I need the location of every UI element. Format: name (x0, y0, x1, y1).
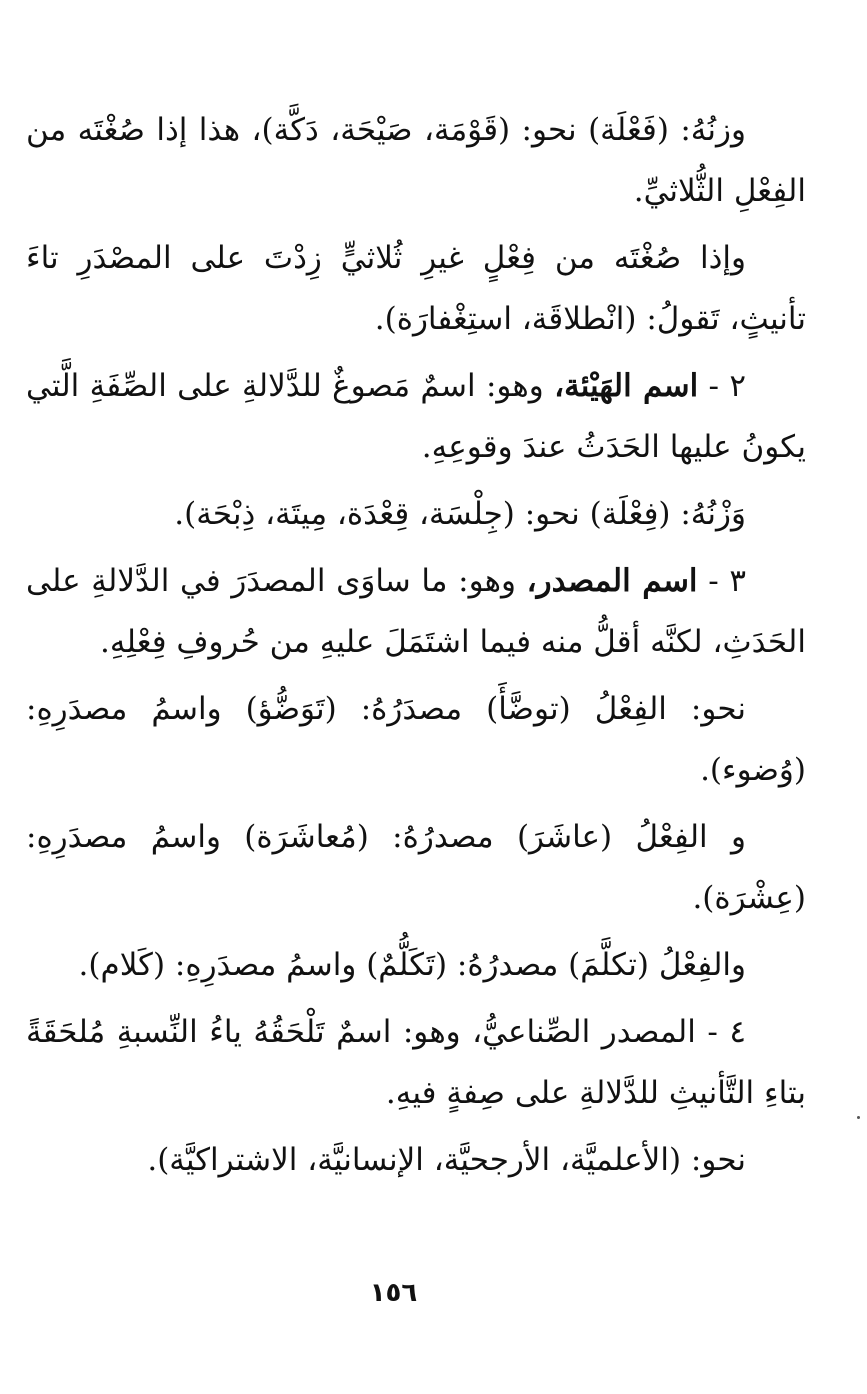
paragraph-text: ٤ - المصدر الصِّناعيُّ، وهو: اسمٌ تَلْحَقُهُ ياءُ النِّسبةِ مُلحَقَةً بتاءِ التَّأنيثِ للدَّلالةِ على صِفةٍ فيهِ. (26, 1014, 806, 1111)
paragraph-non-trilateral (26, 228, 806, 350)
paragraph-text: وزنُهُ: (فَعْلَة) نحو: (قَوْمَة، صَيْحَة، دَكَّة)، هذا إذا صُغْتَه من الفِعْلِ الثُّلاثيِّ. (26, 112, 806, 209)
margin-speck (857, 1116, 860, 1119)
paragraph-text: وإذا صُغْتَه من فِعْلٍ غيرِ ثُلاثيٍّ زِدْتَ على المصْدَرِ تاءَ تأنيثٍ، تَقولُ: (انْطلاقَة، استِغْفارَة). (26, 240, 806, 337)
item-number: ٣ - (697, 563, 746, 599)
paragraph-text: والفِعْلُ (تكلَّمَ) مصدرُهُ: (تَكَلُّمٌ) واسمُ مصدَرِهِ: (كَلام). (78, 947, 746, 983)
body-text (26, 100, 806, 1197)
paragraph-example-tawadda (26, 679, 806, 801)
item-number: ٢ - (698, 368, 747, 404)
paragraph-ism-alhay2a (26, 356, 806, 478)
term-heading: اسم الهَيْئة، (554, 368, 699, 404)
paragraph-example-takallama (26, 935, 806, 996)
paragraph-text: و الفِعْلُ (عاشَرَ) مصدرُهُ: (مُعاشَرَة) واسمُ مصدَرِهِ: (عِشْرَة). (26, 819, 806, 916)
paragraph-text: وهو: اسمٌ مَصوغٌ للدَّلالةِ على الصِّفَةِ الَّتي يكونُ عليها الحَدَثُ عندَ وقوعِهِ. (26, 368, 806, 465)
paragraph-example-sina3i (26, 1130, 806, 1191)
paragraph-text: وَزْنُهُ: (فِعْلَة) نحو: (جِلْسَة، قِعْدَة، مِيتَة، ذِبْحَة). (174, 496, 746, 532)
term-heading: اسم المصدر، (526, 563, 698, 599)
paragraph-weight-fi3la (26, 484, 806, 545)
paragraph-example-ashara (26, 807, 806, 929)
paragraph-text: نحو: الفِعْلُ (توضَّأَ) مصدَرُهُ: (تَوَضُّؤ) واسمُ مصدَرِهِ: (وُضوء). (26, 691, 806, 788)
paragraph-text: نحو: (الأعلميَّة، الأرجحيَّة، الإنسانيَّة، الاشتراكيَّة). (147, 1142, 746, 1178)
paragraph-masdar-sina3i (26, 1002, 806, 1124)
paragraph-weight-fa3la (26, 100, 806, 222)
paragraph-ism-almasdar (26, 551, 806, 673)
page-number: ١٥٦ (369, 1278, 418, 1308)
paragraph-text: وهو: ما ساوَى المصدَرَ في الدَّلالةِ على الحَدَثِ، لكنَّه أقلُّ منه فيما اشتَمَلَ عليهِ من حُروفِ فِعْلِهِ. (26, 563, 806, 660)
